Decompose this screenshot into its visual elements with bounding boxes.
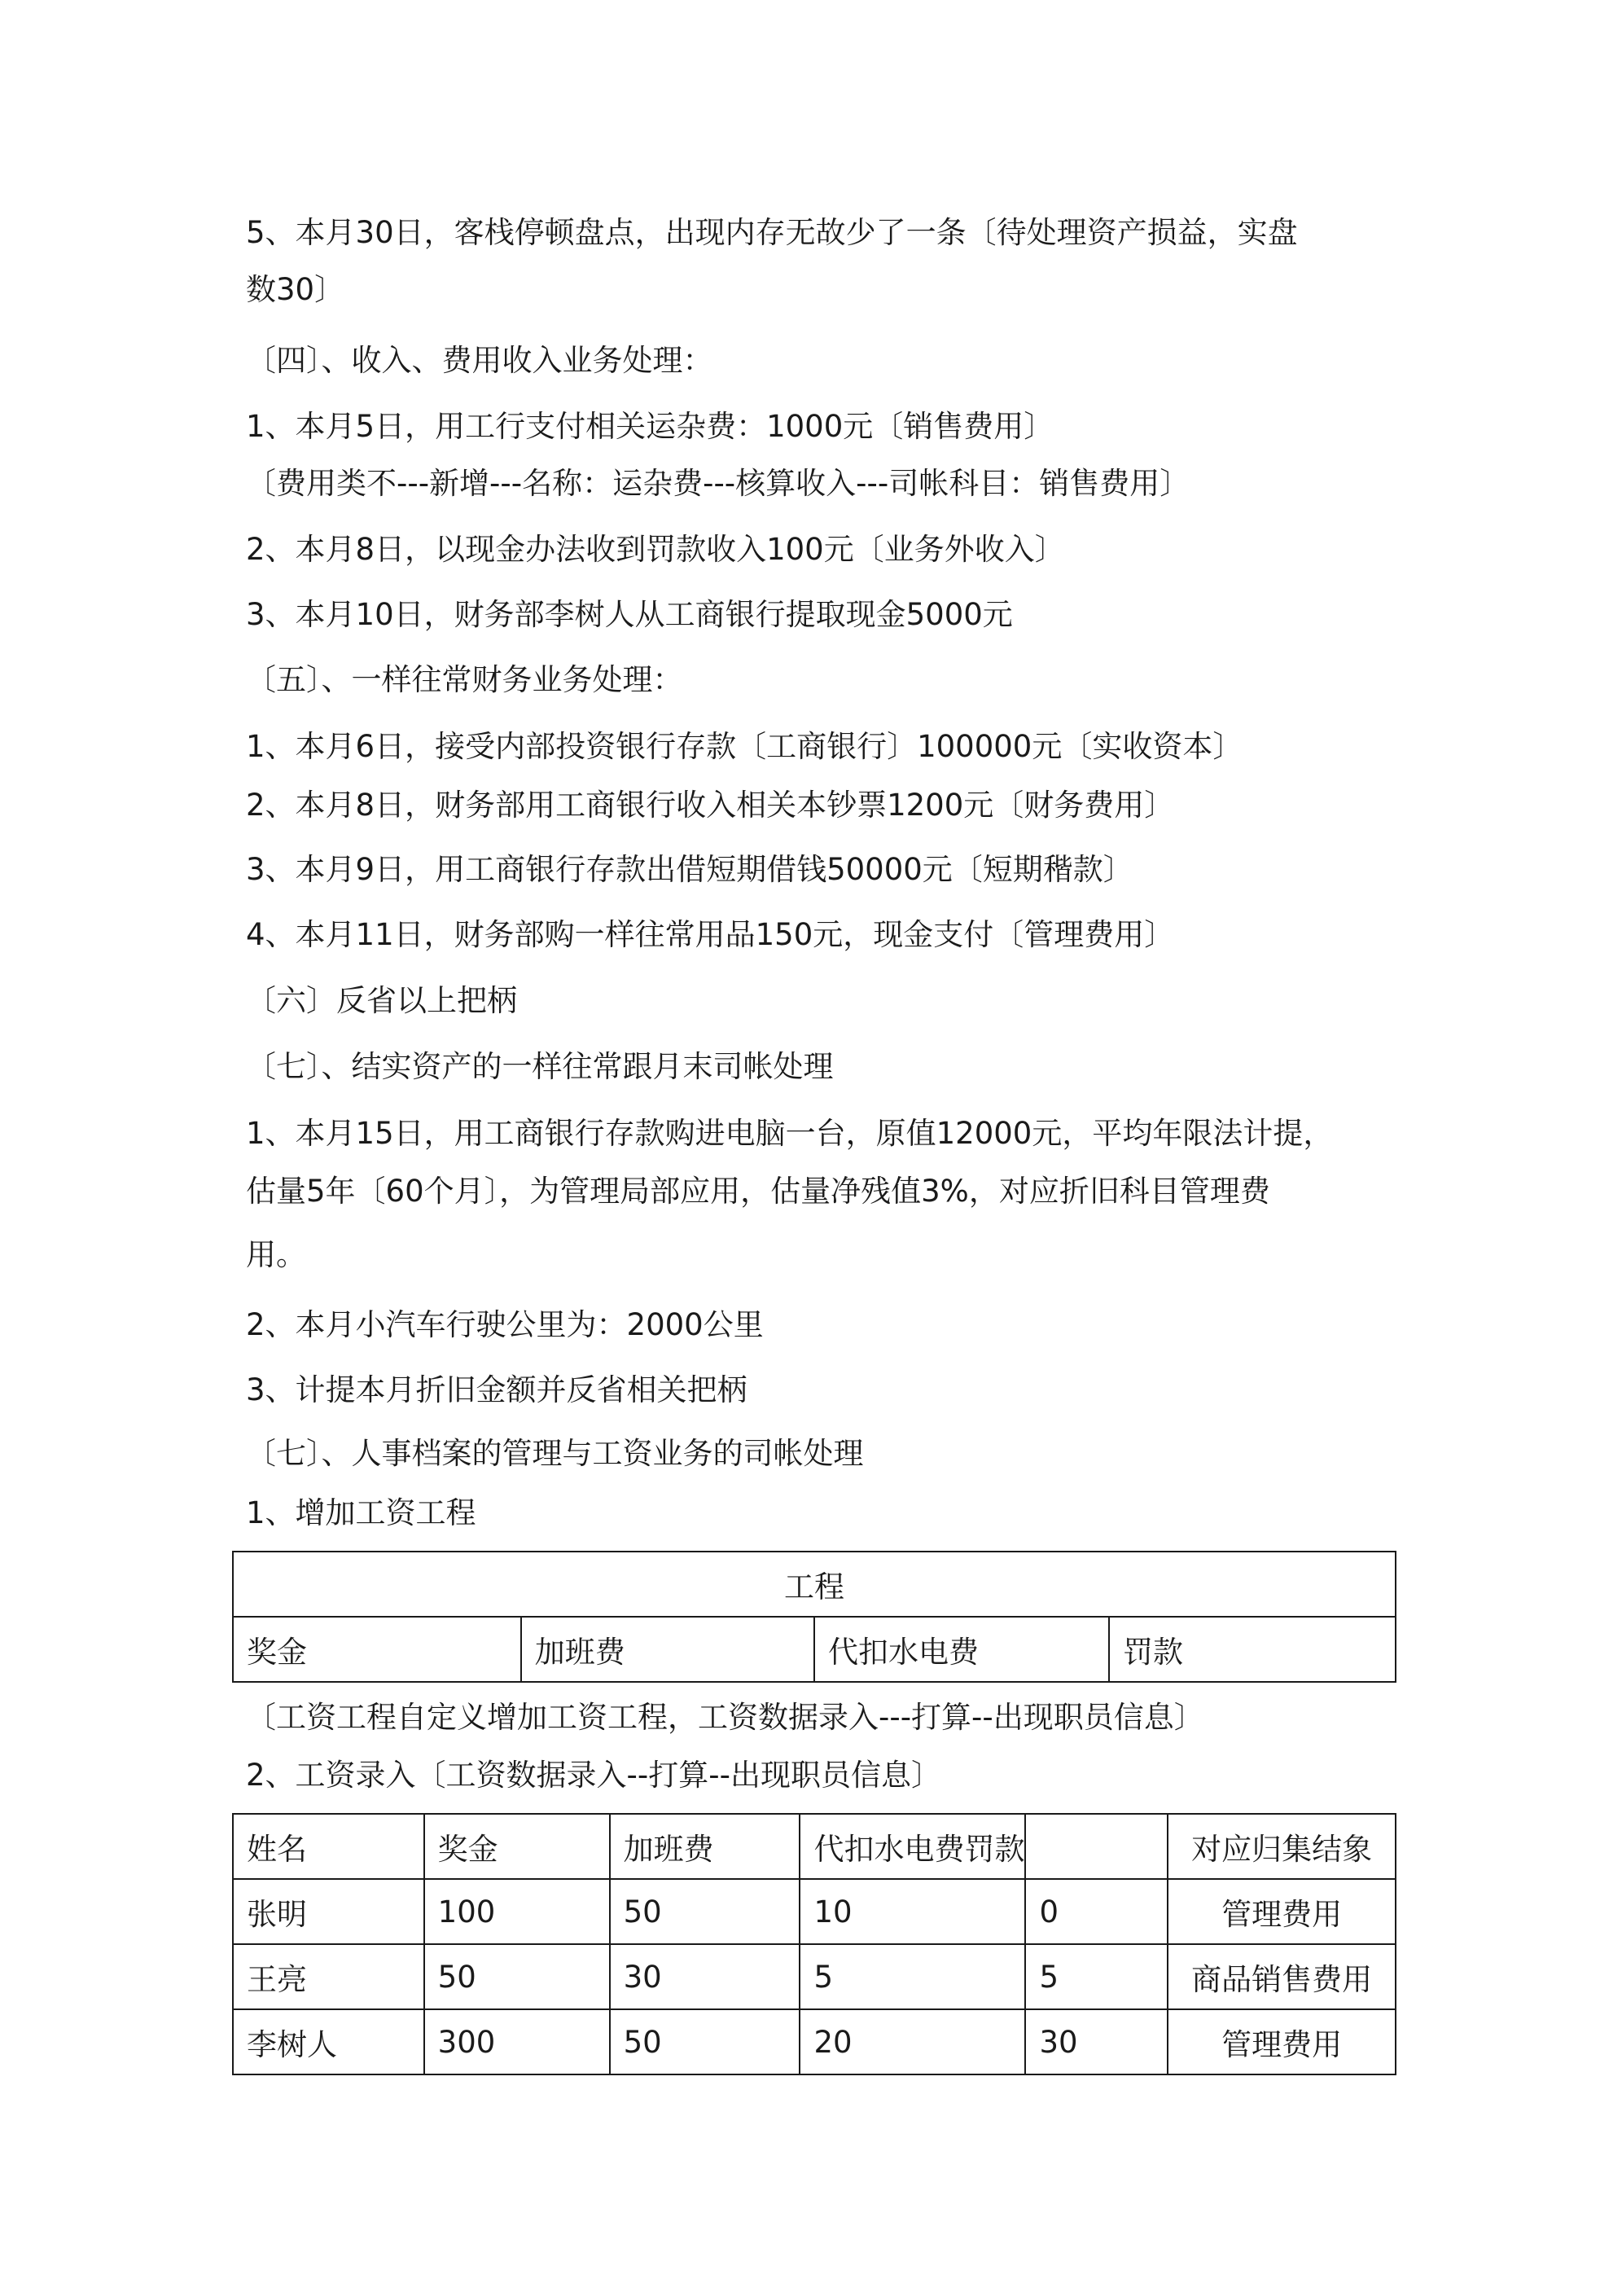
table-header-cell: 姓名 (233, 1814, 424, 1879)
paragraph: 2、本月8日，财务部用工商银行收入相关本钞票1200元〔财务费用〕 (246, 788, 1175, 823)
paragraph: 〔费用类不---新增---名称：运杂费---核算收入---司帐科目：销售费用〕 (246, 466, 1190, 501)
table-cell: 张明 (233, 1879, 424, 1944)
paragraph: 1、增加工资工程 (246, 1495, 476, 1530)
table-cell: 5 (800, 1944, 1025, 2009)
paragraph: 2、本月8日，以现金办法收到罚款收入100元〔业务外收入〕 (246, 532, 1065, 567)
table-header-cell: 工程 (233, 1552, 1396, 1617)
paragraph: 估量5年〔60个月〕，为管理局部应用，估量净残值3%，对应折旧科目管理费 (246, 1174, 1270, 1209)
table-cell: 10 (800, 1879, 1025, 1944)
table-cell: 王亮 (233, 1944, 424, 2009)
paragraph: 3、本月10日，财务部李树人从工商银行提取现金5000元 (246, 597, 1013, 632)
table-header-row (233, 1814, 1396, 1879)
section-heading: 〔五〕、一样往常财务业务处理： (246, 662, 683, 697)
table-header-cell: 代扣水电费罚款 (800, 1814, 1025, 1879)
table-cell: 罚款 (1109, 1617, 1396, 1682)
table-row (233, 1617, 1396, 1682)
paragraph: 数30〕 (246, 272, 345, 307)
table-cell: 30 (610, 1944, 800, 2009)
section-heading: 〔六〕反省以上把柄 (246, 983, 517, 1018)
paragraph: 1、本月5日，用工行支付相关运杂费：1000元〔销售费用〕 (246, 409, 1054, 444)
table-header-cell: 加班费 (610, 1814, 800, 1879)
table-header-cell (1025, 1814, 1168, 1879)
table-cell: 管理费用 (1168, 2009, 1396, 2074)
table-header-cell: 对应归集结象 (1168, 1814, 1396, 1879)
table-row (233, 1879, 1396, 1944)
table-row (233, 1944, 1396, 2009)
table-cell: 管理费用 (1168, 1879, 1396, 1944)
table-cell: 商品销售费用 (1168, 1944, 1396, 2009)
table-row (233, 1552, 1396, 1617)
section-heading: 〔七〕、人事档案的管理与工资业务的司帐处理 (246, 1436, 864, 1471)
table-cell: 20 (800, 2009, 1025, 2074)
table-cell: 300 (424, 2009, 610, 2074)
table-cell: 加班费 (521, 1617, 814, 1682)
table-cell: 50 (424, 1944, 610, 2009)
table-cell: 5 (1025, 1944, 1168, 2009)
section-heading: 2、工资录入〔工资数据录入--打算--出现职员信息〕 (246, 1758, 941, 1793)
table-cell: 李树人 (233, 2009, 424, 2074)
table-cell: 奖金 (233, 1617, 521, 1682)
paragraph: 5、本月30日，客栈停顿盘点，出现内存无故少了一条〔待处理资产损益，实盘 (246, 215, 1298, 250)
section-heading: 〔四〕、收入、费用收入业务处理： (246, 343, 713, 378)
table-header-cell: 奖金 (424, 1814, 610, 1879)
table-note: 〔工资工程自定义增加工资工程，工资数据录入---打算--出现职员信息〕 (246, 1700, 1204, 1735)
paragraph: 1、本月6日，接受内部投资银行存款〔工商银行〕100000元〔实收资本〕 (246, 729, 1243, 764)
table-cell: 0 (1025, 1879, 1168, 1944)
table-cell: 30 (1025, 2009, 1168, 2074)
table-row (233, 2009, 1396, 2074)
salary-entry-table (232, 1813, 1396, 2075)
table-cell: 50 (610, 1879, 800, 1944)
paragraph: 3、计提本月折旧金额并反省相关把柄 (246, 1372, 747, 1407)
table-cell: 代扣水电费 (814, 1617, 1109, 1682)
section-heading: 〔七〕、结实资产的一样往常跟月末司帐处理 (246, 1049, 834, 1084)
paragraph: 用。 (246, 1237, 306, 1272)
table-cell: 100 (424, 1879, 610, 1944)
paragraph: 3、本月9日，用工商银行存款出借短期借钱50000元〔短期稭款〕 (246, 852, 1133, 887)
paragraph: 2、本月小汽车行驶公里为：2000公里 (246, 1307, 764, 1342)
table-cell: 50 (610, 2009, 800, 2074)
paragraph: 1、本月15日，用工商银行存款购进电脑一台，原值12000元，平均年限法计提， (246, 1116, 1334, 1151)
paragraph: 4、本月11日，财务部购一样往常用品150元，现金支付〔管理费用〕 (246, 917, 1175, 952)
salary-items-table (232, 1551, 1396, 1683)
